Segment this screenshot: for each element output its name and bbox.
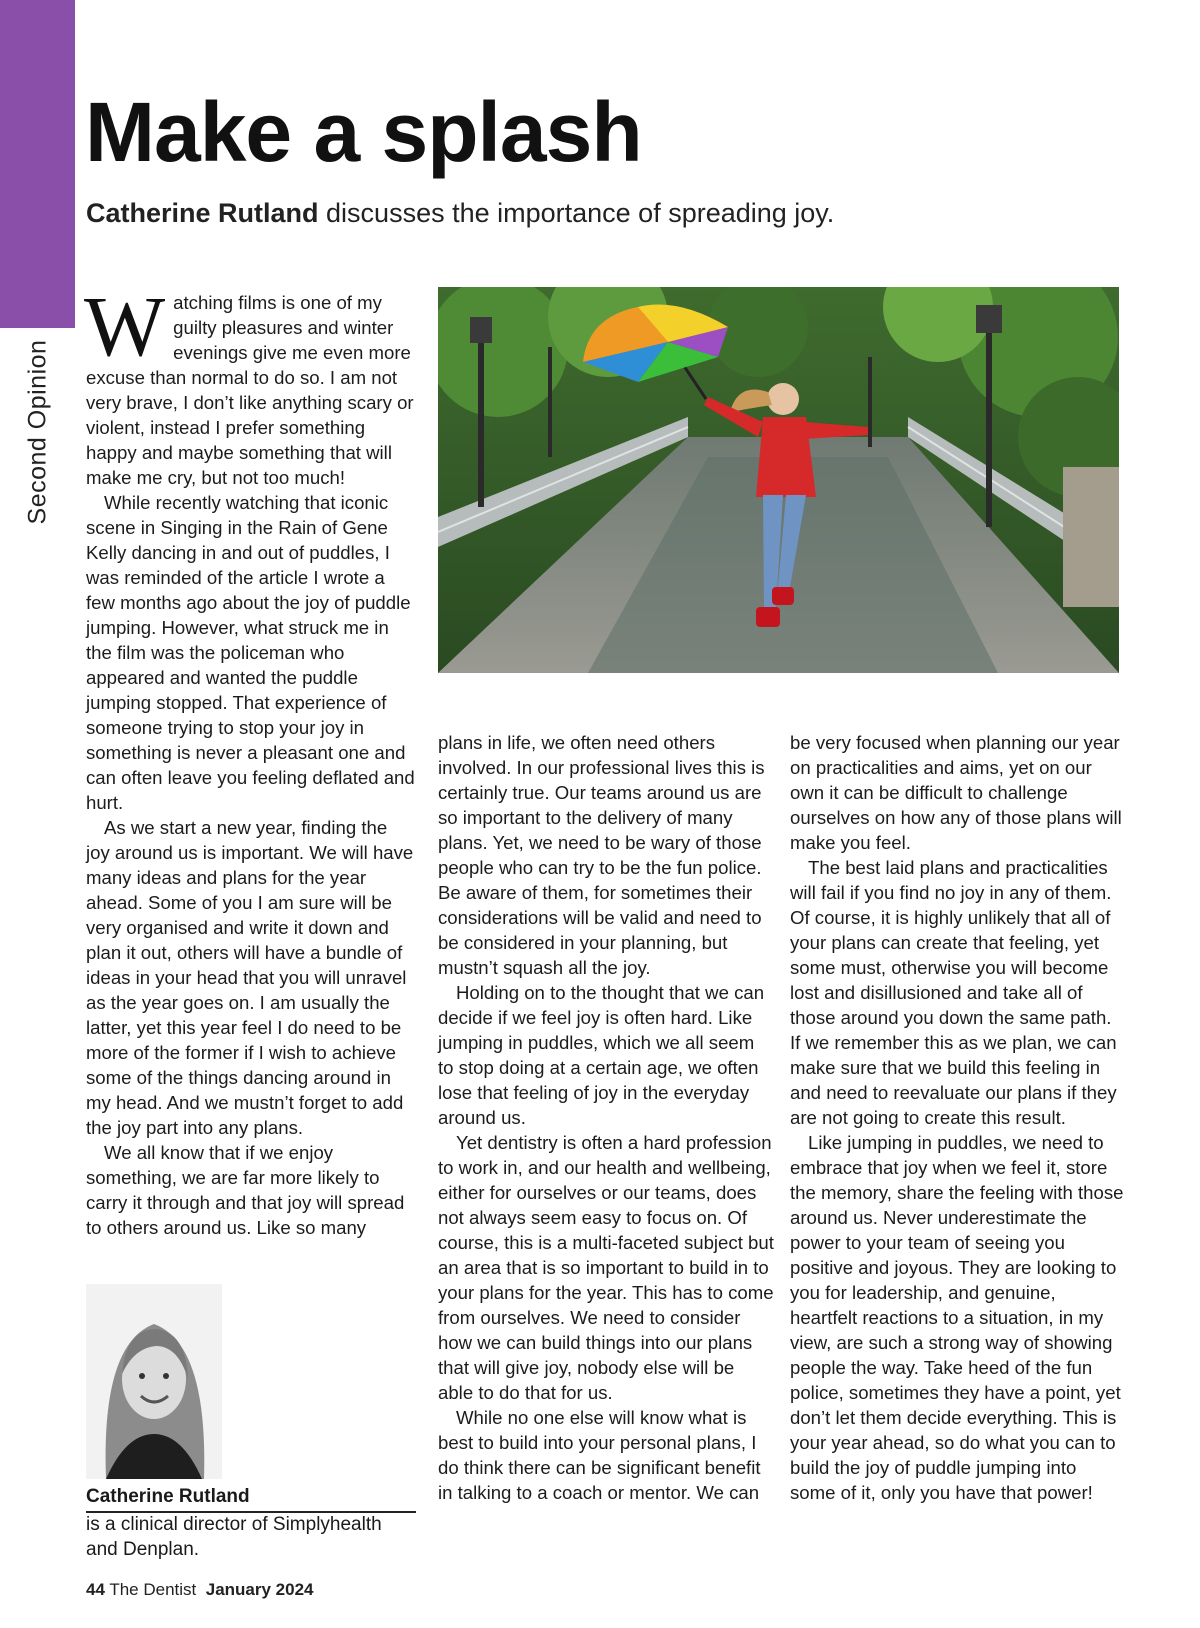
article-column-1 bbox=[84, 278, 416, 1240]
article-column-3 bbox=[790, 730, 1126, 1505]
paragraph: Yet dentistry is often a hard profession to work in, and our health and wellbeing, either for ourselves or our teams, does not always seem easy to focus on. Of course, this is a multi-faceted subject but an area that is so important to build in to your plans for the year. This has to come from ourselves. We need to consider how we can build things into our plans that will give joy, nobody else will be able to do that for us. bbox=[438, 1132, 774, 1403]
article-title: Make a splash bbox=[85, 85, 642, 179]
paragraph: As we start a new year, finding the joy around us is important. We will have many ideas and plans for the year ahead. Some of you I am sure will be very organised and write it down and plan it out, others will have a bundle of ideas in your head that you will unravel as the year goes on. I am usually the latter, yet this year feel I do need to be more of the former if I wish to achieve some of the things dancing around in my head. And we mustn’t forget to add the joy part into any plans. bbox=[86, 817, 414, 1138]
standfirst bbox=[86, 196, 834, 231]
drop-cap: W bbox=[84, 278, 166, 374]
standfirst-author: Catherine Rutland bbox=[86, 198, 319, 228]
paragraph: be very focused when planning our year on practicalities and aims, yet on our own it can be difficult to challenge ourselves on how any of those plans will make you feel. bbox=[790, 732, 1122, 853]
paragraph: We all know that if we enjoy something, we are far more likely to carry it through and that joy will spread to others around us. Like so many bbox=[86, 1142, 405, 1238]
page-number: 44 bbox=[86, 1580, 105, 1599]
publication-name: The Dentist bbox=[109, 1580, 197, 1599]
paragraph: plans in life, we often need others involved. In our professional lives this is certainly true. Our teams around us are so important to the delivery of many plans. Yet, we need to be wary of those people who can try to be the fun police. Be aware of them, for sometimes their considerations will be valid and need to be considered in your planning, but mustn’t squash all the joy. bbox=[438, 732, 765, 978]
hero-photo bbox=[438, 287, 1119, 673]
issue-date: January 2024 bbox=[205, 1580, 314, 1599]
article-column-2 bbox=[438, 730, 774, 1505]
paragraph: Holding on to the thought that we can decide if we feel joy is often hard. Like jumping in puddles, which we all seem to stop doing at a certain age, we often lose that feeling of joy in the everyday around us. bbox=[438, 982, 765, 1128]
paragraph: Like jumping in puddles, we need to embrace that joy when we feel it, store the memory, share the feeling with those around us. Never underestimate the power to your team of seeing you positive and joyous. They are looking to you for leadership, and genuine, heartfelt reactions to a situation, in my view, are such a strong way of showing people the way. Take heed of the fun police, sometimes they have a point, yet don’t let them decide everything. This is your year ahead, so do what you can to build the joy of puddle jumping into some of it, only you have that power! bbox=[790, 1132, 1124, 1503]
paragraph: While recently watching that iconic scene in Singing in the Rain of Gene Kelly dancing in and out of puddles, I was reminded of the article I wrote a few months ago about the joy of puddle jumping. However, what struck me in the film was the policeman who appeared and wanted the puddle jumping stopped. That experience of someone trying to stop your joy in something is never a pleasant one and can often leave you feeling deflated and hurt. bbox=[86, 492, 415, 813]
paragraph: While no one else will know what is best to build into your personal plans, I do think there can be significant benefit in talking to a coach or mentor. We can bbox=[438, 1407, 761, 1503]
bio-name: Catherine Rutland bbox=[86, 1485, 416, 1513]
paragraph-text: atching films is one of my guilty pleasures and winter evenings give me even more excuse than normal to do so. I am not very brave, I don’t like anything scary or violent, instead I prefer something happy and maybe something that will make me cry, but not too much! bbox=[86, 292, 414, 488]
author-portrait bbox=[86, 1284, 222, 1479]
page-footer bbox=[86, 1580, 313, 1600]
standfirst-text: discusses the importance of spreading joy. bbox=[318, 198, 835, 228]
section-color-bar bbox=[0, 0, 75, 328]
paragraph: The best laid plans and practicalities will fail if you find no joy in any of them. Of course, it is highly unlikely that all of your plans can create that feeling, yet some must, otherwise you will become lost and disillusioned and take all of those around you down the same path. If we remember this as we plan, we can make sure that we build this feeling in and need to reevaluate our plans if they are not going to create this result. bbox=[790, 857, 1117, 1128]
bio-text: is a clinical director of Simplyhealth and Denplan. bbox=[86, 1514, 382, 1560]
paragraph bbox=[84, 278, 416, 490]
section-label: Second Opinion bbox=[23, 339, 52, 525]
